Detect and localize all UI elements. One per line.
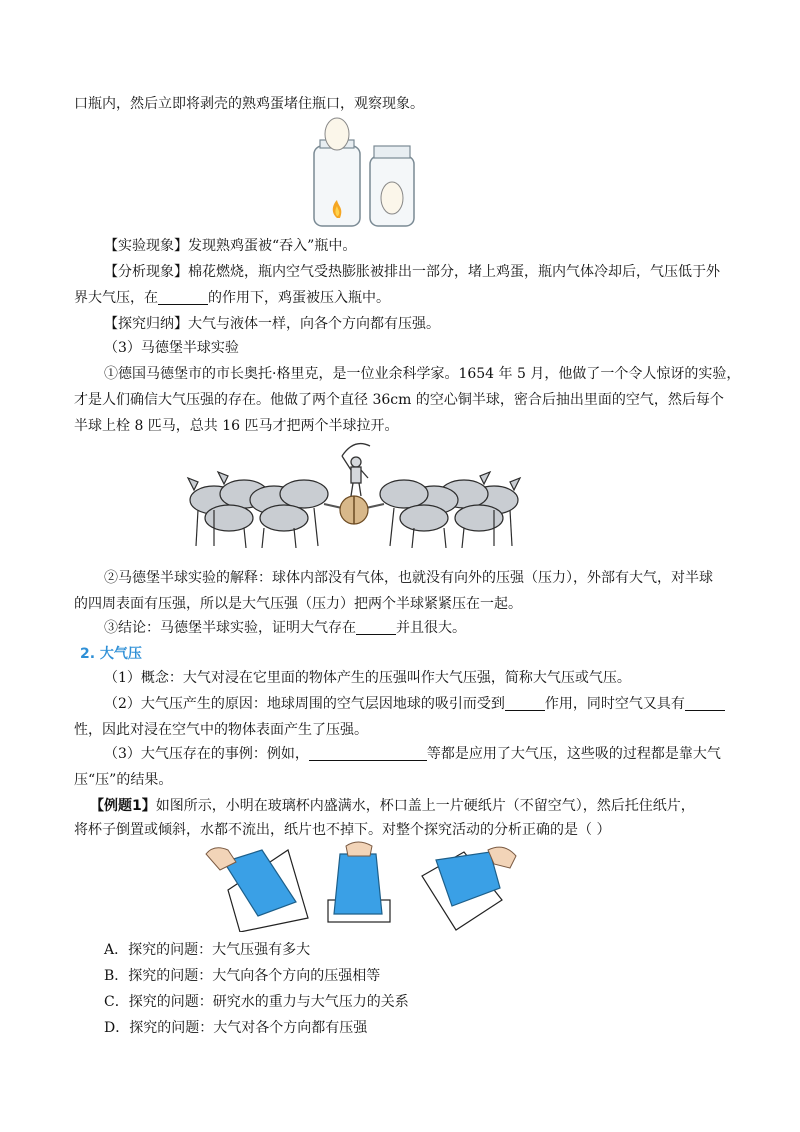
analysis-part2: 的作用下，鸡蛋被压入瓶中。	[208, 290, 390, 306]
example-label: 【例题1】	[90, 798, 156, 814]
man-with-whip	[342, 444, 370, 496]
text-line: 口瓶内，然后立即将剥壳的熟鸡蛋堵住瓶口，观察现象。	[74, 96, 424, 112]
cause-text	[104, 694, 725, 714]
option-c[interactable]: C．探究的问题：研究水的重力与大气压力的关系	[104, 994, 409, 1010]
egg-bottle-figure	[300, 116, 420, 230]
analysis-text-cont	[74, 288, 390, 308]
tilted-cup-left	[206, 848, 308, 932]
example-text: 如图所示，小明在玻璃杯内盛满水，杯口盖上一片硬纸片（不留空气），然后托住纸片，	[155, 798, 695, 814]
examples-part2: 等都是应用了大气压，这些吸的过程都是靠大气	[426, 746, 721, 762]
fill-blank[interactable]	[685, 696, 725, 711]
copper-hemispheres	[340, 496, 368, 524]
example-question	[90, 796, 695, 816]
cause-text-cont: 性，因此对浸在空气中的物体表面产生了压强。	[74, 722, 368, 738]
rope	[324, 504, 342, 508]
fill-blank[interactable]	[309, 746, 427, 761]
tilted-cup-right	[422, 847, 516, 930]
magdeburg-horses-figure	[184, 438, 524, 556]
fill-blank[interactable]	[356, 620, 396, 635]
option-d[interactable]: D．探究的问题：大气对各个方向都有压强	[104, 1020, 368, 1036]
analysis-part1: 界大气压，在	[74, 290, 158, 306]
bottle-with-flame	[314, 118, 360, 226]
magdeburg-paragraph-cont: 才是人们确信大气压强的存在。他做了两个直径 36cm 的空心铜半球，密合后抽出里面的空气，然后每个	[74, 392, 724, 408]
conclusion-part2: 并且很大。	[396, 620, 466, 636]
cause-part1: （2）大气压产生的原因：地球周围的空气层因地球的吸引而受到	[104, 696, 505, 712]
fill-blank[interactable]	[505, 696, 545, 711]
explanation-text-cont: 的四周表面有压强，所以是大气压强（压力）把两个半球紧紧压在一起。	[74, 596, 522, 612]
concept-text: （1）概念：大气对浸在它里面的物体产生的压强叫作大气压强，简称大气压或气压。	[104, 670, 631, 686]
section-heading: 2. 大气压	[80, 646, 142, 662]
magdeburg-paragraph: ①德国马德堡市的市长奥托·格里克，是一位业余科学家。1654 年 5 月，他做了一个令人惊讶的实验，	[104, 366, 741, 382]
phenomenon-text: 【实验现象】发现熟鸡蛋被“吞入”瓶中。	[104, 238, 357, 254]
cause-part2: 作用，同时空气又具有	[544, 696, 685, 712]
magdeburg-title: （3）马德堡半球实验	[104, 340, 239, 356]
conclusion-text: 【探究归纳】大气与液体一样，向各个方向都有压强。	[104, 316, 440, 332]
right-horse-team	[380, 472, 520, 548]
option-a[interactable]: A．探究的问题：大气压强有多大	[104, 942, 311, 958]
magdeburg-conclusion	[104, 618, 466, 638]
inverted-cup-middle	[328, 842, 390, 922]
analysis-text: 【分析现象】棉花燃烧，瓶内空气受热膨胀被排出一部分，堵上鸡蛋，瓶内气体冷却后，气压低于外	[104, 264, 720, 280]
examples-part1: （3）大气压存在的事例：例如，	[104, 746, 309, 762]
examples-text	[104, 744, 721, 764]
left-horse-team	[188, 472, 328, 548]
explanation-text: ②马德堡半球实验的解释：球体内部没有气体，也就没有向外的压强（压力），外部有大气，对半球	[104, 570, 713, 586]
option-b[interactable]: B．探究的问题：大气向各个方向的压强相等	[104, 968, 381, 984]
magdeburg-paragraph-end: 半球上栓 8 匹马，总共 16 匹马才把两个半球拉开。	[74, 418, 399, 434]
example-question-cont: 将杯子倒置或倾斜，水都不流出，纸片也不掉下。对整个探究活动的分析正确的是（ ）	[74, 822, 611, 838]
bottle-with-egg	[370, 146, 414, 226]
fill-blank[interactable]	[158, 290, 208, 305]
water-cups-figure	[200, 840, 540, 932]
conclusion-part1: ③结论：马德堡半球实验，证明大气存在	[104, 620, 356, 636]
rope	[366, 504, 384, 508]
examples-text-cont: 压“压”的结果。	[74, 772, 173, 788]
